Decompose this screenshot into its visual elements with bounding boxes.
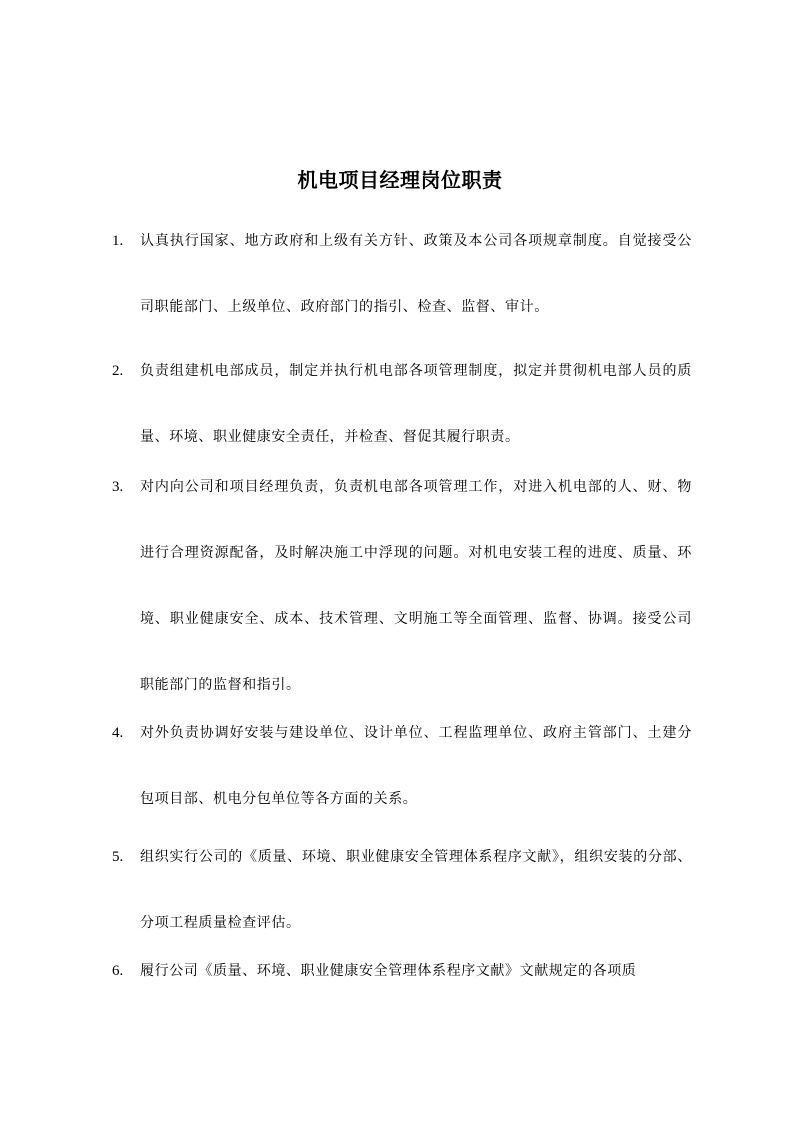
page-title: 机电项目经理岗位职责 [297,168,503,192]
item-text: 负责组建机电部成员，制定并执行机电部各项管理制度，拟定并贯彻机电部人员的质量、环境、职业健康安全责任，并检查、督促其履行职责。 [140,363,692,445]
item-text: 对外负责协调好安装与建设单位、设计单位、工程监理单位、政府主管部门、土建分包项目部、机电分包单位等各方面的关系。 [140,725,692,807]
item-text: 组织实行公司的《质量、环境、职业健康安全管理体系程序文献》，组织安装的分部、分项工程质量检查评估。 [140,849,692,931]
item-number: 2. [112,363,124,379]
item-number: 1. [112,233,124,249]
item-number: 6. [112,963,124,979]
item-text: 履行公司《质量、环境、职业健康安全管理体系程序文献》文献规定的各项质 [140,963,637,979]
item-number: 5. [112,849,124,865]
item-number: 3. [112,479,124,495]
item-text: 对内向公司和项目经理负责，负责机电部各项管理工作，对进入机电部的人、财、物进行合理资源配备，及时解决施工中浮现的问题。对机电安装工程的进度、质量、环境、职业健康安全、成本、技术管理、文明施工等全面管理、监督、协调。接受公司职能部门的监督和指引。 [140,479,692,693]
item-number: 4. [112,725,124,741]
item-text: 认真执行国家、地方政府和上级有关方针、政策及本公司各项规章制度。自觉接受公司职能部门、上级单位、政府部门的指引、检查、监督、审计。 [140,233,692,315]
